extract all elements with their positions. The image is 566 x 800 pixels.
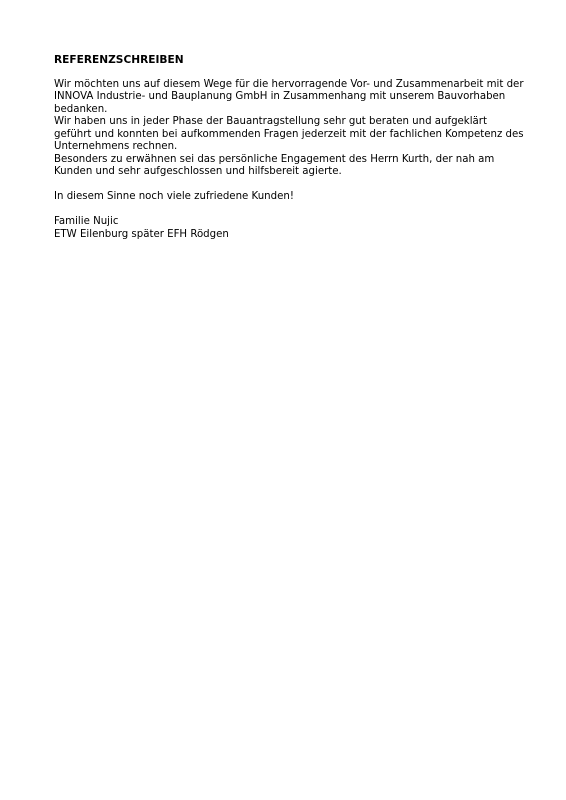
closing-line: In diesem Sinne noch viele zufriedene Kunden! — [54, 191, 294, 202]
letter-body — [54, 54, 524, 241]
spacer — [54, 204, 524, 217]
paragraph-thanks: Wir möchten uns auf diesem Wege für die hervorragende Vor- und Zusammenarbeit mit der INNOVA Industrie- und Bauplanung GmbH in Zusammenhang mit unserem Bauvorhaben bedanken. — [54, 78, 524, 115]
letter-title: REFERENZSCHREIBEN — [54, 54, 184, 66]
signature-name: Familie Nujic — [54, 216, 119, 227]
signature-project: ETW Eilenburg später EFH Rödgen — [54, 228, 229, 240]
spacer — [54, 179, 524, 192]
paragraph-engagement: Besonders zu erwähnen sei das persönliche Engagement des Herrn Kurth, der nah am Kunden und sehr aufgeschlossen und hilfsbereit agierte. — [54, 153, 495, 177]
paragraph-consulting: Wir haben uns in jeder Phase der Bauantragstellung sehr gut beraten und aufgeklärt geführt und konnten bei aufkommenden Fragen jederzeit mit der fachlichen Kompetenz des Unternehmens rechnen. — [54, 116, 524, 152]
